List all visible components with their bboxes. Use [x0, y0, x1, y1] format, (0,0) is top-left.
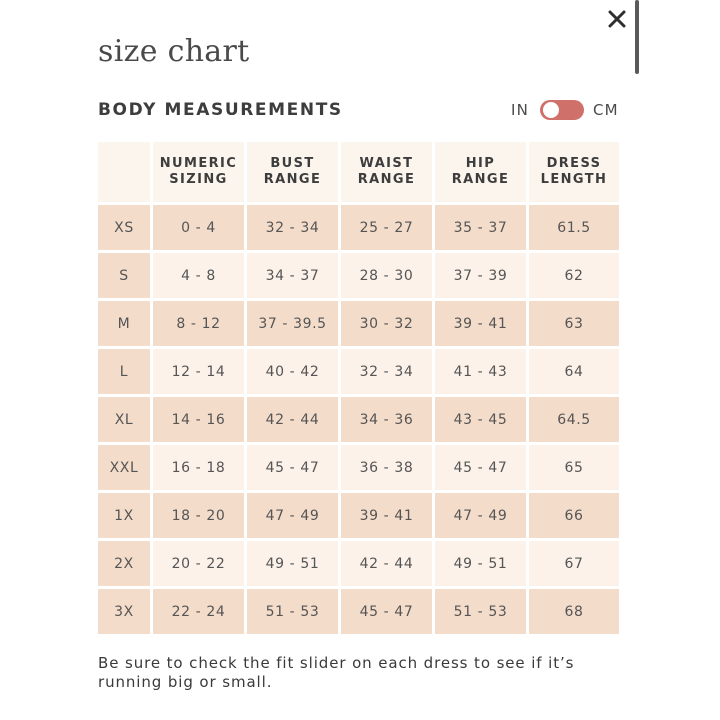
measurement-cell: 4 - 8 — [153, 253, 244, 298]
measurement-cell: 39 - 41 — [435, 301, 526, 346]
table-row — [98, 205, 619, 250]
measurement-cell: 51 - 53 — [247, 589, 338, 634]
measurement-cell: 20 - 22 — [153, 541, 244, 586]
measurement-cell: 47 - 49 — [247, 493, 338, 538]
measurement-cell: 51 - 53 — [435, 589, 526, 634]
measurement-cell: 49 - 51 — [247, 541, 338, 586]
section-heading: BODY MEASUREMENTS — [98, 100, 343, 120]
table-row — [98, 493, 619, 538]
close-button[interactable] — [604, 6, 630, 32]
measurement-cell: 63 — [529, 301, 619, 346]
measurement-cell: 37 - 39 — [435, 253, 526, 298]
measurement-cell: 14 - 16 — [153, 397, 244, 442]
measurement-cell: 47 - 49 — [435, 493, 526, 538]
measurement-cell: 65 — [529, 445, 619, 490]
page-title: size chart — [98, 34, 250, 69]
table-row — [98, 589, 619, 634]
measurement-cell: 18 - 20 — [153, 493, 244, 538]
table-header-cell — [341, 142, 432, 202]
header-line: RANGE — [357, 172, 416, 187]
header-line: SIZING — [169, 172, 228, 187]
toggle-knob — [543, 102, 559, 118]
size-label-cell: XXL — [98, 445, 150, 490]
measurement-cell: 66 — [529, 493, 619, 538]
measurement-cell: 61.5 — [529, 205, 619, 250]
table-header-cell — [435, 142, 526, 202]
table-row — [98, 301, 619, 346]
size-label-cell: 1X — [98, 493, 150, 538]
size-label-cell: S — [98, 253, 150, 298]
measurement-cell: 0 - 4 — [153, 205, 244, 250]
table-row — [98, 445, 619, 490]
measurement-cell: 37 - 39.5 — [247, 301, 338, 346]
measurement-cell: 32 - 34 — [247, 205, 338, 250]
unit-toggle-switch[interactable] — [540, 100, 584, 120]
header-line: RANGE — [263, 172, 322, 187]
measurement-cell: 67 — [529, 541, 619, 586]
measurement-cell: 25 - 27 — [341, 205, 432, 250]
measurement-cell: 49 - 51 — [435, 541, 526, 586]
measurement-cell: 35 - 37 — [435, 205, 526, 250]
measurement-cell: 68 — [529, 589, 619, 634]
header-line: NUMERIC — [159, 156, 238, 171]
measurement-cell: 32 - 34 — [341, 349, 432, 394]
table-header-row — [98, 142, 619, 202]
size-label-cell: XL — [98, 397, 150, 442]
size-label-cell: L — [98, 349, 150, 394]
header-line: BUST — [270, 156, 315, 171]
measurement-cell: 64 — [529, 349, 619, 394]
measurement-cell: 42 - 44 — [247, 397, 338, 442]
measurement-cell: 12 - 14 — [153, 349, 244, 394]
measurement-cell: 41 - 43 — [435, 349, 526, 394]
table-body — [98, 205, 619, 634]
measurement-cell: 42 - 44 — [341, 541, 432, 586]
header-line: RANGE — [451, 172, 510, 187]
header-line: WAIST — [359, 156, 414, 171]
header-line: LENGTH — [540, 172, 608, 187]
table-header-cell — [153, 142, 244, 202]
measurement-cell: 45 - 47 — [247, 445, 338, 490]
measurement-cell: 30 - 32 — [341, 301, 432, 346]
table-row — [98, 397, 619, 442]
unit-label-in[interactable]: IN — [511, 101, 530, 119]
scrollbar[interactable] — [635, 0, 639, 74]
table-header-cell — [529, 142, 619, 202]
size-chart-table — [95, 139, 622, 637]
measurement-cell: 16 - 18 — [153, 445, 244, 490]
table-row — [98, 253, 619, 298]
measurement-cell: 45 - 47 — [435, 445, 526, 490]
size-label-cell: M — [98, 301, 150, 346]
size-label-cell: 2X — [98, 541, 150, 586]
table-row — [98, 541, 619, 586]
header-line: DRESS — [546, 156, 602, 171]
measurement-cell: 45 - 47 — [341, 589, 432, 634]
fit-slider-note: Be sure to check the fit slider on each dress to see if it’s running big or small. — [98, 654, 575, 691]
header-line: HIP — [465, 156, 496, 171]
measurement-cell: 34 - 36 — [341, 397, 432, 442]
measurement-cell: 36 - 38 — [341, 445, 432, 490]
measurement-cell: 62 — [529, 253, 619, 298]
measurement-cell: 39 - 41 — [341, 493, 432, 538]
measurement-cell: 40 - 42 — [247, 349, 338, 394]
table-row — [98, 349, 619, 394]
measurement-cell: 28 - 30 — [341, 253, 432, 298]
unit-label-cm[interactable]: CM — [593, 101, 619, 119]
table-header-cell — [247, 142, 338, 202]
measurement-cell: 8 - 12 — [153, 301, 244, 346]
measurement-cell: 43 - 45 — [435, 397, 526, 442]
table-header-corner — [98, 142, 150, 202]
measurement-cell: 34 - 37 — [247, 253, 338, 298]
unit-toggle — [506, 96, 624, 124]
size-label-cell: XS — [98, 205, 150, 250]
size-label-cell: 3X — [98, 589, 150, 634]
measurement-cell: 64.5 — [529, 397, 619, 442]
close-icon — [608, 10, 626, 28]
measurement-cell: 22 - 24 — [153, 589, 244, 634]
